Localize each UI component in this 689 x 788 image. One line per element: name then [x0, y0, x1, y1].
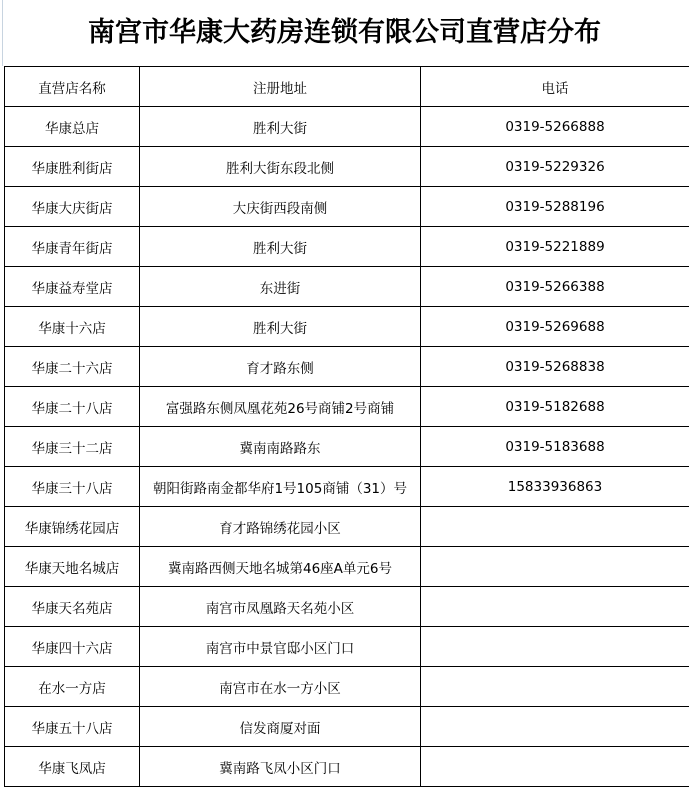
- store-name-cell: 华康飞凤店: [5, 747, 140, 787]
- address-cell: 育才路锦绣花园小区: [140, 507, 421, 547]
- address-cell: 胜利大街: [140, 227, 421, 267]
- table-row: [5, 187, 689, 227]
- table-row: [5, 347, 689, 387]
- store-name-cell: 华康胜利街店: [5, 147, 140, 187]
- table-row: [5, 587, 689, 627]
- header-phone: 电话: [421, 67, 689, 107]
- phone-cell: 0319-5268838: [421, 347, 689, 387]
- phone-cell: 0319-5229326: [421, 147, 689, 187]
- table-row: [5, 507, 689, 547]
- store-name-cell: 华康四十六店: [5, 627, 140, 667]
- store-name-cell: 华康三十八店: [5, 467, 140, 507]
- table-row: [5, 547, 689, 587]
- header-row: [5, 67, 689, 107]
- store-name-cell: 华康大庆街店: [5, 187, 140, 227]
- table-row: [5, 387, 689, 427]
- table-row: [5, 147, 689, 187]
- store-name-cell: 华康五十八店: [5, 707, 140, 747]
- store-name-cell: 华康三十二店: [5, 427, 140, 467]
- store-name-cell: 华康二十六店: [5, 347, 140, 387]
- phone-cell: [421, 747, 689, 787]
- address-cell: 胜利大街: [140, 107, 421, 147]
- address-cell: 南宫市凤凰路天名苑小区: [140, 587, 421, 627]
- store-name-cell: 华康天名苑店: [5, 587, 140, 627]
- phone-cell: [421, 667, 689, 707]
- table-row: [5, 307, 689, 347]
- header-store-name: 直营店名称: [5, 67, 140, 107]
- table-row: [5, 427, 689, 467]
- table-row: [5, 747, 689, 787]
- phone-cell: [421, 587, 689, 627]
- address-cell: 南宫市中景官邸小区门口: [140, 627, 421, 667]
- store-table: [4, 66, 689, 787]
- store-name-cell: 华康锦绣花园店: [5, 507, 140, 547]
- phone-cell: [421, 507, 689, 547]
- phone-cell: 0319-5183688: [421, 427, 689, 467]
- address-cell: 胜利大街: [140, 307, 421, 347]
- address-cell: 冀南南路路东: [140, 427, 421, 467]
- address-cell: 冀南路西侧天地名城第46座A单元6号: [140, 547, 421, 587]
- store-name-cell: 华康益寿堂店: [5, 267, 140, 307]
- phone-cell: 0319-5269688: [421, 307, 689, 347]
- store-name-cell: 华康青年街店: [5, 227, 140, 267]
- address-cell: 南宫市在水一方小区: [140, 667, 421, 707]
- table-row: [5, 107, 689, 147]
- store-name-cell: 在水一方店: [5, 667, 140, 707]
- header-address: 注册地址: [140, 67, 421, 107]
- address-cell: 东进街: [140, 267, 421, 307]
- phone-cell: 0319-5221889: [421, 227, 689, 267]
- phone-cell: 0319-5266888: [421, 107, 689, 147]
- phone-cell: [421, 707, 689, 747]
- phone-cell: 0319-5288196: [421, 187, 689, 227]
- address-cell: 育才路东侧: [140, 347, 421, 387]
- store-name-cell: 华康十六店: [5, 307, 140, 347]
- address-cell: 信发商厦对面: [140, 707, 421, 747]
- table-row: [5, 267, 689, 307]
- address-cell: 大庆街西段南侧: [140, 187, 421, 227]
- store-name-cell: 华康总店: [5, 107, 140, 147]
- table-row: [5, 627, 689, 667]
- table-row: [5, 467, 689, 507]
- phone-cell: [421, 627, 689, 667]
- address-cell: 胜利大街东段北侧: [140, 147, 421, 187]
- table-row: [5, 227, 689, 267]
- address-cell: 朝阳街路南金都华府1号105商铺（31）号: [140, 467, 421, 507]
- address-cell: 富强路东侧凤凰花苑26号商铺2号商铺: [140, 387, 421, 427]
- table-row: [5, 667, 689, 707]
- phone-cell: 0319-5266388: [421, 267, 689, 307]
- address-cell: 冀南路飞凤小区门口: [140, 747, 421, 787]
- phone-cell: [421, 547, 689, 587]
- store-name-cell: 华康天地名城店: [5, 547, 140, 587]
- page-title: 南宫市华康大药房连锁有限公司直营店分布: [88, 17, 601, 48]
- phone-cell: 15833936863: [421, 467, 689, 507]
- phone-cell: 0319-5182688: [421, 387, 689, 427]
- table-row: [5, 707, 689, 747]
- store-name-cell: 华康二十八店: [5, 387, 140, 427]
